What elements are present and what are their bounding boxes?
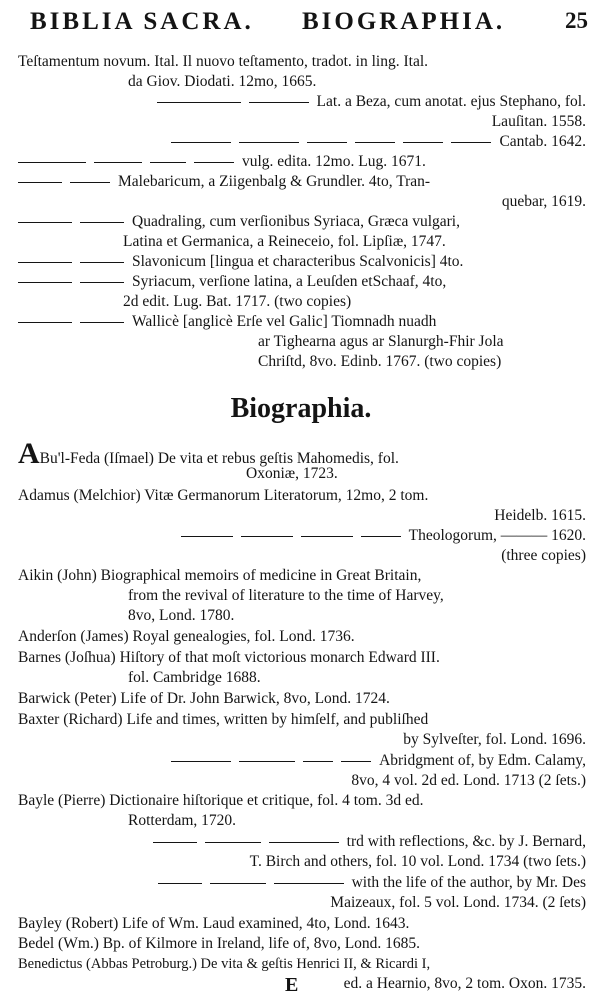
ditto-dash bbox=[80, 262, 124, 263]
ditto-dash bbox=[171, 761, 231, 762]
ditto-dash bbox=[355, 142, 395, 143]
entry-line: Quadraling, cum verſionibus Syriaca, Græca vulgari, bbox=[132, 213, 460, 230]
ditto-dash bbox=[241, 536, 293, 537]
entry-line: Lat. a Beza, cum anotat. ejus Stephano, fol. bbox=[316, 93, 586, 110]
ditto-dash bbox=[249, 102, 309, 103]
ditto-dash bbox=[274, 883, 344, 884]
catchword: E bbox=[285, 974, 299, 996]
bible-entry bbox=[18, 152, 586, 172]
bio-entry bbox=[18, 526, 586, 566]
bio-entry bbox=[18, 791, 586, 831]
bio-entry bbox=[18, 751, 586, 791]
bio-entry bbox=[18, 689, 586, 709]
entry-line: da Giov. Diodati. 12mo, 1665. bbox=[128, 73, 317, 90]
ditto-dash bbox=[18, 182, 62, 183]
ditto-dash bbox=[341, 761, 371, 762]
ditto-dash bbox=[80, 322, 124, 323]
entry-line: vulg. edita. 12mo. Lug. 1671. bbox=[242, 153, 426, 170]
ditto-dash bbox=[94, 162, 142, 163]
entry-line: Benedictus (Abbas Petroburg.) De vita & geſtis Henrici II, & Ricardi I, bbox=[18, 956, 431, 972]
entry-line: 2d edit. Lug. Bat. 1717. (two copies) bbox=[123, 293, 352, 310]
bio-entry bbox=[18, 648, 586, 688]
entry-line: Barwick (Peter) Life of Dr. John Barwick, 8vo, Lond. 1724. bbox=[18, 690, 390, 707]
entry-line: Theologorum, ——— 1620. bbox=[408, 527, 586, 544]
entry-line: by Sylveſter, fol. Lond. 1696. bbox=[403, 731, 586, 748]
ditto-dash bbox=[301, 536, 353, 537]
ditto-dash bbox=[153, 842, 197, 843]
ditto-dash bbox=[303, 761, 333, 762]
ditto-dash bbox=[171, 142, 231, 143]
ditto-dash bbox=[269, 842, 339, 843]
entry-line: T. Birch and others, fol. 10 vol. Lond. 1734 (two ſets.) bbox=[249, 853, 586, 870]
entry-line: 8vo, Lond. 1780. bbox=[128, 607, 235, 624]
entry-line: with the life of the author, by Mr. Des bbox=[351, 874, 586, 891]
bible-entry bbox=[18, 132, 586, 152]
entry-line: Abridgment of, by Edm. Calamy, bbox=[379, 752, 586, 769]
entry-line: Rotterdam, 1720. bbox=[128, 812, 237, 829]
header-right-title: BIOGRAPHIA. bbox=[302, 8, 506, 35]
entry-line: 8vo, 4 vol. 2d ed. Lond. 1713 (2 ſets.) bbox=[351, 772, 586, 789]
entry-line: fol. Cambridge 1688. bbox=[128, 669, 261, 686]
ditto-dash bbox=[181, 536, 233, 537]
bio-entry bbox=[18, 914, 586, 934]
entry-line: Cantab. 1642. bbox=[499, 133, 586, 150]
entry-line: (three copies) bbox=[501, 547, 586, 564]
entry-line: Syriacum, verſione latina, a Leuſden etSchaaf, 4to, bbox=[132, 273, 447, 290]
entry-line: from the revival of literature to the time of Harvey, bbox=[128, 587, 444, 604]
bible-entry bbox=[18, 52, 586, 92]
entry-line: Aikin (John) Biographical memoirs of medicine in Great Britain, bbox=[18, 567, 422, 584]
header-left-title: BIBLIA SACRA. bbox=[30, 8, 254, 35]
bio-entry bbox=[18, 873, 586, 913]
entry-line: Baxter (Richard) Life and times, written by himſelf, and publiſhed bbox=[18, 711, 429, 728]
ditto-dash bbox=[210, 883, 266, 884]
bible-entry bbox=[18, 172, 586, 212]
ditto-dash bbox=[18, 282, 72, 283]
bible-entry bbox=[18, 212, 586, 252]
entry-line: Bayley (Robert) Life of Wm. Laud examined, 4to, Lond. 1643. bbox=[18, 915, 410, 932]
bio-entry bbox=[18, 832, 586, 872]
entry-line: Slavonicum [lingua et characteribus Scalvonicis] 4to. bbox=[132, 253, 464, 270]
ditto-dash bbox=[403, 142, 443, 143]
bible-entry bbox=[18, 312, 586, 372]
bible-entry bbox=[18, 272, 586, 312]
entry-line: Lauſitan. 1558. bbox=[491, 113, 586, 130]
entry-line: Malebaricum, a Ziigenbalg & Grundler. 4to, Tran- bbox=[118, 173, 431, 190]
entry-line: Bayle (Pierre) Dictionaire hiſtorique et critique, fol. 4 tom. 3d ed. bbox=[18, 792, 424, 809]
ditto-dash bbox=[18, 322, 72, 323]
entry-line: ar Tighearna agus ar Slanurgh-Fhir Jola bbox=[258, 333, 504, 350]
bio-entry bbox=[18, 566, 586, 626]
entry-line: Adamus (Melchior) Vitæ Germanorum Literatorum, 12mo, 2 tom. bbox=[18, 487, 429, 504]
bio-entry bbox=[18, 627, 586, 647]
ditto-dash bbox=[18, 162, 86, 163]
entry-line: quebar, 1619. bbox=[501, 193, 586, 210]
ditto-dash bbox=[70, 182, 110, 183]
entry-line: Teſtamentum novum. Ital. Il nuovo teſtamento, tradot. in ling. Ital. bbox=[18, 53, 429, 70]
entry-line: Heidelb. 1615. bbox=[494, 507, 586, 524]
ditto-dash bbox=[451, 142, 491, 143]
ditto-dash bbox=[157, 102, 241, 103]
ditto-dash bbox=[18, 222, 72, 223]
bio-entry bbox=[18, 486, 586, 526]
bio-entry bbox=[18, 954, 586, 994]
ditto-dash bbox=[194, 162, 234, 163]
bible-entry bbox=[18, 92, 586, 132]
entry-line: Wallicè [anglicè Erſe vel Galic] Tiomnadh nuadh bbox=[132, 313, 437, 330]
entry-line: Bedel (Wm.) Bp. of Kilmore in Ireland, life of, 8vo, Lond. 1685. bbox=[18, 935, 421, 952]
bio-entry bbox=[18, 934, 586, 954]
entry-line: trd with reflections, &c. by J. Bernard, bbox=[346, 833, 586, 850]
bio-entry bbox=[18, 710, 586, 750]
ditto-dash bbox=[307, 142, 347, 143]
entry-line: ed. a Hearnio, 8vo, 2 tom. Oxon. 1735. bbox=[343, 975, 586, 992]
entry-line: Chriſtd, 8vo. Edinb. 1767. (two copies) bbox=[258, 353, 502, 370]
ditto-dash bbox=[239, 142, 299, 143]
ditto-dash bbox=[158, 883, 202, 884]
ditto-dash bbox=[18, 262, 72, 263]
entry-line: Oxoniæ, 1723. bbox=[246, 465, 338, 482]
ditto-dash bbox=[150, 162, 186, 163]
bible-entry bbox=[18, 252, 586, 272]
page-number: 25 bbox=[565, 8, 588, 33]
entry-line: Bu'l-Feda (Iſmael) De vita et rebus geſtis Mahomedis, fol. bbox=[39, 450, 399, 467]
entry-line: Maizeaux, fol. 5 vol. Lond. 1734. (2 ſets) bbox=[330, 894, 586, 911]
ditto-dash bbox=[80, 282, 124, 283]
bio-entry bbox=[18, 437, 586, 484]
drop-cap: A bbox=[18, 437, 40, 470]
ditto-dash bbox=[361, 536, 401, 537]
entry-line: Barnes (Joſhua) Hiſtory of that moſt victorious monarch Edward III. bbox=[18, 649, 440, 666]
ditto-dash bbox=[239, 761, 295, 762]
entry-line: Anderſon (James) Royal genealogies, fol. Lond. 1736. bbox=[18, 628, 355, 645]
running-header bbox=[30, 6, 588, 40]
entry-line: Latina et Germanica, a Reineceio, fol. Lipſiæ, 1747. bbox=[123, 233, 446, 250]
ditto-dash bbox=[80, 222, 124, 223]
ditto-dash bbox=[205, 842, 261, 843]
section-heading: Biographia. bbox=[230, 393, 372, 424]
